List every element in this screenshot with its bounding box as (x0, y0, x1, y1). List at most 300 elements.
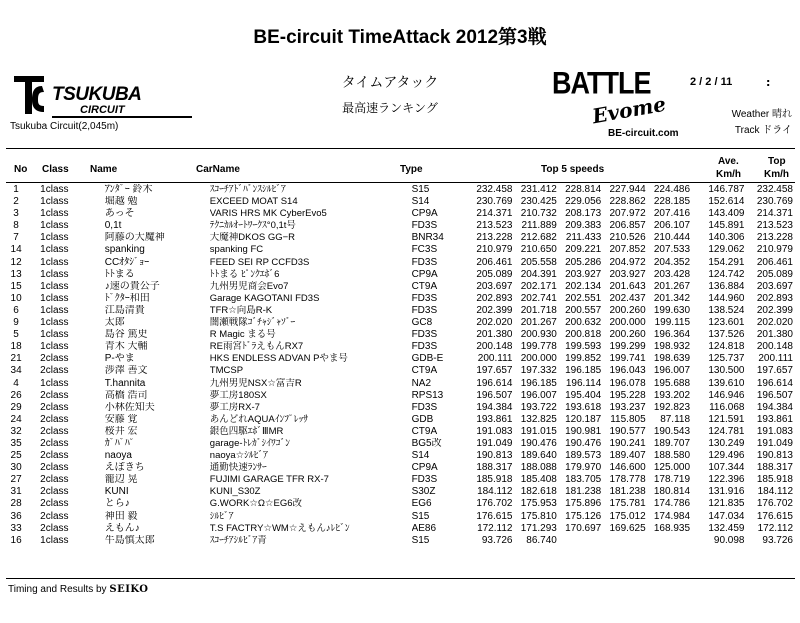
cell-speed-3: 200.818 (565, 329, 602, 341)
cell-no: 26 (10, 389, 22, 401)
cell-speed-3: 170.697 (565, 522, 602, 534)
cell-no: 7 (13, 232, 19, 244)
cell-speed-3: 209.221 (565, 244, 602, 256)
cell-speed-2: 191.015 (520, 425, 557, 437)
cell-type: S14 (411, 196, 430, 208)
cell-top-speed: 197.657 (756, 365, 793, 377)
cell-top-speed: 191.049 (756, 437, 793, 449)
cell-top-speed: 213.228 (756, 232, 793, 244)
cell-speed-3: 190.476 (565, 437, 602, 449)
cell-carname: ﾄﾄまる ﾋﾟﾝｸｴﾎﾞ6 (209, 268, 280, 280)
cell-no: 29 (10, 401, 22, 413)
cell-speed-4: 178.778 (609, 474, 646, 486)
cell-speed-3: 120.187 (565, 413, 602, 425)
cell-class: 1class (40, 304, 69, 316)
cell-speed-3: 208.173 (565, 208, 602, 220)
cell-speed-3: 199.852 (565, 353, 602, 365)
cell-speed-1: 201.380 (476, 329, 513, 341)
cell-no: 3 (13, 208, 19, 220)
cell-speed-1: 210.979 (476, 244, 513, 256)
header-ave: Ave. (718, 156, 739, 167)
ranking-title: 最高速ランキング (342, 101, 438, 115)
cell-speed-3: 209.383 (565, 220, 602, 232)
cell-average: 129.062 (708, 244, 745, 256)
cell-average: 146.787 (708, 184, 745, 195)
cell-speed-5: 207.416 (653, 208, 691, 220)
cell-top-speed: 172.112 (757, 522, 793, 534)
cell-top-speed: 196.507 (756, 389, 793, 401)
cell-speed-1: 191.083 (476, 425, 513, 437)
cell-carname: garage-ﾄﾚｶﾞｼｲﾜｺﾞﾝ (209, 437, 291, 449)
cell-speed-5: 203.428 (653, 268, 691, 280)
cell-speed-5: 201.267 (653, 280, 691, 292)
cell-carname: G.WORK☆Ω☆EG6改 (209, 498, 303, 510)
cell-carname: KUNI_S30Z (209, 486, 261, 498)
cell-name: ｶﾞﾊﾞﾊﾟ (104, 437, 135, 449)
cell-type: FD3S (411, 304, 438, 316)
table-row (6, 329, 795, 341)
cell-speed-5: 188.580 (653, 450, 691, 462)
logo-subtitle: CIRCUIT (80, 104, 125, 116)
seiko-logo-text: SEIKO (109, 584, 149, 595)
cell-name: KUNI (104, 486, 129, 498)
cell-name: えもん♪ (104, 522, 140, 534)
cell-speed-4: 207.972 (609, 208, 646, 220)
cell-top-speed: 230.769 (756, 196, 793, 208)
table-row (6, 365, 795, 377)
cell-class: 1class (40, 377, 69, 389)
cell-type: BNR34 (411, 232, 444, 244)
cell-name: 涉澤 善文 (104, 365, 148, 377)
table-row (6, 317, 795, 329)
cell-top-speed: 200.111 (758, 353, 793, 365)
cell-speed-4: 207.852 (609, 244, 646, 256)
cell-type: GDB-E (411, 353, 444, 365)
table-row (6, 390, 795, 402)
cell-type: S30Z (411, 486, 436, 498)
cell-carname: 通勤快速ﾗﾝｻｰ (209, 462, 267, 474)
cell-type: BG5改 (411, 437, 442, 449)
header-carname: CarName (196, 164, 240, 175)
cell-average: 152.614 (708, 196, 745, 208)
header-type: Type (400, 164, 423, 175)
cell-carname: TMCSP (209, 365, 244, 377)
cell-speed-1: 214.371 (476, 208, 513, 220)
weather: Weather 晴れ (731, 109, 792, 120)
cell-speed-1: 93.726 (481, 534, 513, 546)
footer-rule (6, 578, 795, 579)
table-row (6, 196, 795, 208)
cell-average: 138.524 (708, 304, 745, 316)
cell-speed-4: 203.927 (609, 268, 646, 280)
cell-average: 146.946 (708, 389, 745, 401)
cell-class: 1class (40, 534, 69, 546)
cell-speed-1: 191.049 (476, 437, 513, 449)
cell-average: 139.610 (708, 377, 745, 389)
cell-speed-5: 228.185 (653, 196, 691, 208)
table-row (6, 486, 795, 498)
cell-carname: R Magic まる号 (209, 329, 276, 341)
cell-speed-1: 200.148 (476, 341, 513, 353)
cell-no: 34 (10, 365, 22, 377)
cell-top-speed: 196.614 (756, 377, 793, 389)
cell-speed-2: 175.810 (520, 510, 557, 522)
cell-carname: VARIS HRS MK CyberEvo5 (209, 208, 327, 220)
table-row (6, 269, 795, 281)
cell-speed-1: 200.111 (477, 353, 513, 365)
cell-average: 124.742 (708, 268, 745, 280)
cell-speed-1: 196.614 (476, 377, 513, 389)
table-row (6, 523, 795, 535)
cell-no: 36 (10, 510, 22, 522)
cell-speed-5: 174.984 (653, 510, 691, 522)
cell-speed-2: 197.332 (520, 365, 557, 377)
cell-average: 136.884 (708, 280, 745, 292)
cell-speed-5: 198.932 (653, 341, 691, 353)
cell-name: あっそ (104, 208, 135, 220)
cell-speed-5: 198.639 (653, 353, 691, 365)
cell-speed-1: 194.384 (476, 401, 513, 413)
cell-no: 35 (10, 437, 22, 449)
cell-speed-4: 210.526 (609, 232, 646, 244)
cell-no: 24 (10, 413, 22, 425)
cell-average: 121.591 (708, 413, 745, 425)
cell-speed-4: 199.299 (609, 341, 646, 353)
battle-logo-text: BATTLE (552, 65, 651, 101)
cell-speed-4: 228.862 (609, 196, 646, 208)
cell-top-speed: 194.384 (756, 401, 793, 413)
cell-name: 小林佐知夫 (104, 401, 155, 413)
cell-type: FD3S (411, 256, 438, 268)
cell-name: 高橋 浩司 (104, 389, 148, 401)
cell-average: 124.818 (708, 341, 745, 353)
table-row (6, 281, 795, 293)
cell-no: 27 (10, 474, 22, 486)
cell-speed-4: 200.000 (609, 317, 646, 329)
cell-class: 2class (40, 498, 69, 510)
cell-top-speed: 200.148 (756, 341, 793, 353)
header-ave-unit: Km/h (716, 169, 741, 180)
cell-speed-5: 192.823 (653, 401, 691, 413)
cell-name: 桜井 宏 (104, 425, 138, 437)
cell-no: 33 (10, 522, 22, 534)
cell-top-speed: 202.893 (756, 292, 793, 304)
cell-average: 145.891 (708, 220, 745, 232)
cell-name: とら♪ (104, 498, 130, 510)
cell-speed-2: 196.007 (520, 389, 557, 401)
cell-carname: 銀色四駆ｴﾎﾞⅢMR (209, 425, 284, 437)
cell-type: RPS13 (411, 389, 444, 401)
cell-speed-2: 200.000 (520, 353, 557, 365)
cell-carname: EXCEED MOAT S14 (209, 196, 298, 208)
cell-speed-5: 168.935 (653, 522, 691, 534)
cell-speed-1: 193.861 (476, 413, 513, 425)
cell-carname: FEED SEI RP CCFD3S (209, 256, 310, 268)
event-date: 2 / 2 / 11 (690, 76, 733, 88)
timing-credit-label: Timing and Results by (8, 584, 107, 595)
tc-logo-icon (12, 72, 46, 116)
battle-url: BE-circuit.com (608, 128, 679, 139)
cell-class: 1class (40, 208, 69, 220)
table-row (6, 232, 795, 244)
cell-average: 137.526 (708, 329, 745, 341)
cell-speed-2: 212.682 (520, 232, 557, 244)
cell-carname: HKS ENDLESS ADVAN Pやま号 (209, 353, 348, 365)
cell-speed-1: 206.461 (476, 256, 513, 268)
logo-wordmark: TSUKUBA (52, 84, 142, 105)
cell-speed-3: 196.185 (565, 365, 602, 377)
cell-type: FD3S (411, 401, 438, 413)
cell-speed-5: 178.719 (653, 474, 691, 486)
cell-class: 2class (40, 353, 69, 365)
cell-carname: FUJIMI GARAGE TFR RX-7 (209, 474, 329, 486)
cell-speed-1: 197.657 (476, 365, 513, 377)
cell-speed-4: 190.577 (609, 425, 646, 437)
cell-speed-5: 193.202 (653, 389, 691, 401)
cell-no: 1 (13, 184, 19, 195)
cell-type: S14 (411, 450, 430, 462)
cell-average: 124.781 (708, 425, 745, 437)
cell-average: 122.396 (708, 474, 745, 486)
cell-top-speed: 185.918 (756, 474, 793, 486)
cell-class: 2class (40, 389, 69, 401)
cell-name: 神田 毅 (104, 510, 138, 522)
cell-speed-1: 202.399 (476, 304, 513, 316)
cell-speed-1: 230.769 (476, 196, 513, 208)
cell-type: CT9A (411, 365, 438, 377)
table-row (6, 244, 795, 256)
logo-underline (52, 116, 192, 118)
cell-speed-2: 196.185 (520, 377, 557, 389)
cell-speed-3: 211.433 (565, 232, 602, 244)
cell-average: 143.409 (708, 208, 745, 220)
table-row (6, 257, 795, 269)
cell-no: 31 (10, 486, 22, 498)
cell-type: CP9A (411, 268, 438, 280)
cell-speed-3: 205.286 (565, 256, 602, 268)
cell-class: 1class (40, 256, 69, 268)
cell-speed-5: 196.007 (653, 365, 691, 377)
cell-average: 129.496 (708, 450, 745, 462)
cell-speed-1: 202.020 (476, 317, 513, 329)
cell-type: CT9A (411, 425, 438, 437)
cell-speed-4: 204.972 (609, 256, 646, 268)
cell-speed-2: 200.930 (520, 329, 557, 341)
cell-speed-1: 213.523 (476, 220, 513, 232)
cell-top-speed: 214.371 (756, 208, 793, 220)
cell-speed-2: 171.293 (520, 522, 557, 534)
cell-speed-2: 182.618 (520, 486, 557, 498)
cell-top-speed: 188.317 (756, 462, 793, 474)
cell-speed-5: 206.107 (653, 220, 691, 232)
cell-speed-2: 175.953 (520, 498, 557, 510)
cell-type: CP9A (411, 462, 438, 474)
cell-speed-4: 196.043 (609, 365, 646, 377)
cell-name: 安藤 覚 (104, 413, 138, 425)
cell-no: 32 (10, 425, 22, 437)
cell-speed-3: 199.593 (565, 341, 602, 353)
cell-no: 18 (10, 341, 22, 353)
cell-speed-5: 190.543 (653, 425, 691, 437)
cell-type: EG6 (411, 498, 432, 510)
header-class: Class (42, 164, 69, 175)
cell-class: 2class (40, 450, 69, 462)
cell-carname: 九州男児商会Evo7 (209, 280, 289, 292)
cell-speed-3: 202.551 (565, 292, 602, 304)
header-no: No (14, 164, 28, 175)
cell-no: 5 (13, 329, 19, 341)
cell-speed-3: 200.632 (565, 317, 602, 329)
cell-type: CP9A (411, 208, 438, 220)
cell-speed-5: 180.814 (653, 486, 691, 498)
table-row (6, 450, 795, 462)
cell-speed-2: 201.267 (520, 317, 557, 329)
cell-class: 2class (40, 462, 69, 474)
cell-speed-1: 190.813 (476, 450, 513, 462)
table-row (6, 498, 795, 510)
cell-type: FC3S (411, 244, 438, 256)
cell-speed-3: 228.814 (565, 184, 602, 195)
cell-speed-4: 181.238 (609, 486, 646, 498)
cell-speed-4: 115.805 (610, 413, 646, 425)
cell-speed-5: 224.486 (653, 184, 691, 195)
cell-top-speed: 210.979 (756, 244, 793, 256)
cell-class: 1class (40, 317, 69, 329)
cell-class: 1class (40, 268, 69, 280)
cell-type: FD3S (411, 292, 438, 304)
header-top5: Top 5 speeds (541, 164, 605, 175)
cell-no: 25 (10, 450, 22, 462)
cell-name: 堀越 勉 (104, 196, 138, 208)
cell-class: 2class (40, 425, 69, 437)
cell-speed-2: 132.825 (520, 413, 557, 425)
cell-speed-3: 189.573 (565, 450, 602, 462)
cell-average: 121.835 (708, 498, 745, 510)
cell-speed-2: 86.740 (526, 534, 557, 546)
cell-speed-2: 210.650 (520, 244, 557, 256)
evome-logo-text: Evome (590, 91, 668, 129)
cell-speed-5: 204.352 (653, 256, 691, 268)
cell-carname: 闇瀬戦隊ｺﾞﾁｬｼﾞｬｿﾞｰ (209, 317, 296, 329)
cell-class: 1class (40, 244, 69, 256)
cell-top-speed: 93.726 (762, 534, 793, 546)
cell-speed-5: 174.786 (653, 498, 691, 510)
cell-name: 島谷 篤史 (104, 329, 148, 341)
cell-name: spanking (104, 244, 145, 256)
cell-name: 青木 大輔 (104, 341, 148, 353)
cell-name: 籠辺 晃 (104, 474, 138, 486)
cell-speed-5: 125.000 (653, 462, 691, 474)
header-name: Name (90, 164, 118, 175)
cell-no: 30 (10, 462, 22, 474)
cell-speed-3: 202.134 (565, 280, 602, 292)
cell-name: ﾄﾄまる (104, 268, 135, 280)
cell-class: 2class (40, 413, 69, 425)
cell-name: ﾄﾞｸﾀｰ和田 (104, 292, 150, 304)
cell-top-speed: 205.089 (756, 268, 793, 280)
cell-speed-5: 199.630 (653, 304, 691, 316)
cell-top-speed: 190.813 (756, 450, 793, 462)
table-row (6, 426, 795, 438)
cell-average: 90.098 (713, 534, 745, 546)
cell-speed-1: 185.918 (476, 474, 513, 486)
cell-speed-3: 179.970 (565, 462, 602, 474)
cell-speed-2: 188.088 (520, 462, 557, 474)
cell-type: AE86 (411, 522, 437, 534)
cell-speed-1: 172.112 (477, 522, 513, 534)
cell-top-speed: 232.458 (756, 184, 793, 195)
cell-no: 13 (10, 268, 22, 280)
cell-speed-2: 205.558 (520, 256, 557, 268)
cell-class: 2class (40, 474, 69, 486)
table-row (6, 208, 795, 220)
cell-speed-3: 181.238 (565, 486, 602, 498)
cell-speed-2: 202.741 (520, 292, 557, 304)
header-top-unit: Km/h (764, 169, 789, 180)
cell-type: FD3S (411, 474, 438, 486)
time-separator: : (766, 76, 771, 89)
header-top: Top (768, 156, 786, 167)
table-row (6, 462, 795, 474)
cell-speed-2: 189.640 (520, 450, 557, 462)
cell-class: 1class (40, 184, 69, 195)
cell-carname: 九州男児NSX☆富吉R (209, 377, 302, 389)
cell-no: 9 (13, 317, 19, 329)
header-top-rule (6, 148, 795, 149)
cell-speed-1: 176.615 (476, 510, 513, 522)
cell-class: 2class (40, 437, 69, 449)
cell-speed-4: 201.643 (609, 280, 646, 292)
cell-top-speed: 201.380 (756, 329, 793, 341)
cell-speed-3 (559, 535, 603, 547)
cell-speed-5: 189.707 (653, 437, 691, 449)
cell-average: 130.500 (708, 365, 745, 377)
cell-top-speed: 202.399 (756, 304, 793, 316)
header-bottom-rule (6, 182, 795, 183)
cell-no: 4 (13, 377, 19, 389)
cell-name: naoya (104, 450, 132, 462)
cell-top-speed: 202.020 (756, 317, 793, 329)
cell-average: 131.916 (708, 486, 745, 498)
cell-type: NA2 (411, 377, 432, 389)
cell-carname: 夢工房180SX (209, 389, 267, 401)
cell-speed-4: 200.260 (609, 304, 646, 316)
cell-no: 10 (10, 292, 22, 304)
cell-speed-2: 230.425 (520, 196, 557, 208)
cell-top-speed: 203.697 (756, 280, 793, 292)
cell-speed-2: 202.171 (520, 280, 557, 292)
cell-speed-5: 195.688 (653, 377, 691, 389)
cell-no: 12 (10, 256, 22, 268)
cell-name: 牛島慎太郎 (104, 534, 155, 546)
cell-speed-3: 195.404 (565, 389, 602, 401)
table-row (6, 184, 795, 196)
cell-speed-4: 175.781 (609, 498, 646, 510)
cell-type: S15 (411, 534, 430, 546)
cell-speed-4: 189.407 (609, 450, 646, 462)
cell-speed-4: 195.228 (609, 389, 646, 401)
cell-carname: ｽｺｰﾁｱﾄﾞﾊﾞﾝｽｼﾙﾋﾞｱ (209, 184, 286, 195)
cell-top-speed: 193.861 (756, 413, 793, 425)
cell-carname: ﾃｸﾆｶﾙｵｰﾄﾜｰｸｽ°0,1t号 (209, 220, 296, 232)
cell-carname: spanking FC (209, 244, 264, 256)
cell-speed-1: 205.089 (476, 268, 513, 280)
cell-type: GDB (411, 413, 434, 425)
circuit-name: Tsukuba Circuit(2,045m) (10, 121, 119, 132)
cell-class: 2class (40, 522, 69, 534)
cell-carname: RE雨宮ﾄﾞﾗえもんRX7 (209, 341, 304, 353)
cell-name: えぼきち (104, 462, 145, 474)
